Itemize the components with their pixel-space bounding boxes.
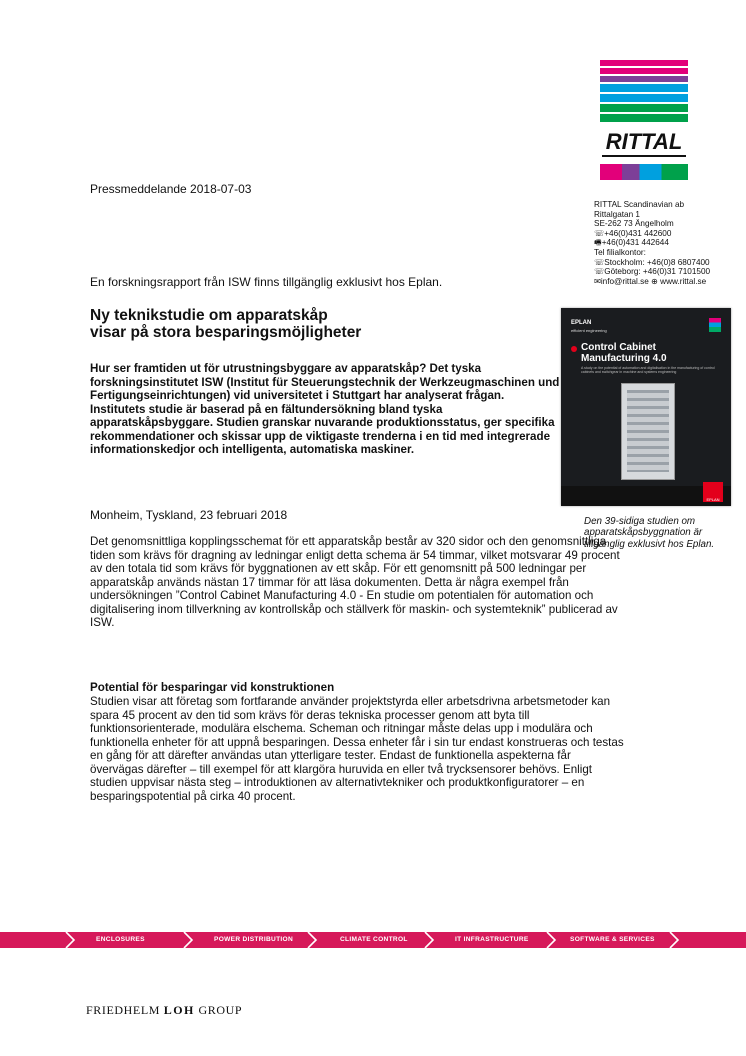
section-subheading: Potential för besparingar vid konstruktionen <box>90 681 335 694</box>
product-nav-bar <box>0 932 746 948</box>
cover-title: Control Cabinet Manufacturing 4.0 <box>581 342 667 364</box>
logo-stripe <box>600 84 688 92</box>
chevron-right-icon <box>182 932 194 948</box>
headline-line-2: visar på stora besparingsmöjligheter <box>90 324 362 341</box>
postal-code: SE-262 73 Ängelholm <box>594 219 674 229</box>
fax: 🖷+46(0)431 442644 <box>594 238 669 248</box>
headline-line-1: Ny teknikstudie om apparatskåp <box>90 307 328 324</box>
group-middle: LOH <box>163 1003 195 1017</box>
nav-item-climate-control[interactable]: CLIMATE CONTROL <box>340 936 408 943</box>
study-cover-image <box>561 308 731 506</box>
logo-wordmark: RITTAL <box>605 129 683 154</box>
nav-item-enclosures[interactable]: ENCLOSURES <box>96 936 145 943</box>
logo-stripe <box>600 104 688 112</box>
logo-stripe <box>600 76 688 82</box>
nav-item-it-infrastructure[interactable]: IT INFRASTRUCTURE <box>455 936 529 943</box>
headline <box>90 307 510 341</box>
press-release-date: Pressmeddelande 2018-07-03 <box>90 182 252 196</box>
image-caption: Den 39-sidiga studien om apparatskåpsbyggnation är tillgänglig exklusivt hos Eplan. <box>584 516 715 550</box>
chevron-right-icon <box>423 932 435 948</box>
group-first: FRIEDHELM <box>86 1003 161 1017</box>
cover-dot-icon <box>571 346 577 352</box>
logo-stripe <box>600 60 688 66</box>
cover-logo-text: EPLAN <box>706 497 720 502</box>
body-paragraph-1: Det genomsnittliga kopplingsschemat för ett apparatskåp består av 320 sidor och den genomsnittliga tiden som krävs för dragning av ledningar enligt detta schema är 54 timmar, vilket motsvarar 49 procent av den totala tid som krävs för byggnationen av ett skåp. För ett genomsnitt på 500 ledningar per apparatskåp används nästan 17 timmar för att läsa dokumenten. Detta är några exempel från undersökningen ”Control Cabinet Manufacturing 4.0 - En studie om potentialen för automation och digitalisering inom tillverkning av kontrollskåp och ställverk för maskin- och systemteknik” publicerad av ISW. <box>90 535 620 629</box>
logo-footer-bars <box>600 164 688 180</box>
logo-stripe <box>600 68 688 74</box>
group-last: GROUP <box>198 1003 243 1017</box>
street: Rittalgatan 1 <box>594 209 640 219</box>
chevron-right-icon <box>668 932 680 948</box>
branch-label: Tel filialkontor: <box>594 247 646 257</box>
chevron-right-icon <box>306 932 318 948</box>
cabinet-illustration <box>621 383 675 480</box>
nav-item-software-services[interactable]: SOFTWARE & SERVICES <box>570 936 655 943</box>
cover-subtitle: A study on the potential of automation and digitalisation in the manufacturing of control cabinets and switchgear in machine and systems engineering <box>581 366 715 374</box>
address-block <box>594 200 744 286</box>
dateline: Monheim, Tyskland, 23 februari 2018 <box>90 508 288 522</box>
phone-stockholm: ☏Stockholm: +46(0)8 6807400 <box>594 257 710 267</box>
cabinet-panel <box>627 390 669 472</box>
intro-line: En forskningsrapport från ISW finns tillgänglig exklusivt hos Eplan. <box>90 275 443 289</box>
lead-paragraph: Hur ser framtiden ut för utrustningsbyggare av apparatskåp? Det tyska forskningsinstitutet ISW (Institut für Steuerungstechnik der Werkzeugmaschinen und Fertigungseinrichtungen) vid universitetet i Stuttgart har analyserat frågan. Institutets studie är baserad på en fältundersökning bland tyska apparatskåpsbyggare. Studien granskar nuvarande produktionsstatus, ger specifika rekommendationer och skissar upp de viktigaste trenderna i en tid med integrerade informationskedjor och intelligenta, automatiska maskiner. <box>90 362 560 456</box>
friedhelm-loh-group-logo <box>86 1003 242 1018</box>
logo-stripe <box>600 94 688 102</box>
chevron-right-icon <box>64 932 76 948</box>
body-paragraph-2: Studien visar att företag som fortfarande använder projektstyrda eller arbetsdrivna arbetsmetoder kan spara 45 procent av den tid som krävs för deras tekniska processer genom att byta till funktionsorienterade, modulära elschema. Scheman och ritningar måste delas upp i modulära och funktionella enheter för att uppnå besparingen. Dessa enheter får i sin tur endast konstrueras och testas en gång för att därefter användas utan ytterligare tester. Endast de funktionella aspekterna får övervägas därefter – till exempel för att klargöra huruvida en eller två trycksensorer behövs. Enligt studien uppvisar nästa steg – introduktionen av alternativtekniker och produktkonfiguratorer – en besparingspotential på cirka 40 procent. <box>90 695 624 803</box>
phone: ☏+46(0)431 442600 <box>594 228 672 238</box>
email-web[interactable]: ✉info@rittal.se ⊕ www.rittal.se <box>594 276 707 286</box>
cover-flag-icon <box>709 318 721 332</box>
logo-stripe <box>600 114 688 122</box>
logo-underline <box>602 155 686 157</box>
nav-item-power-distribution[interactable]: POWER DISTRIBUTION <box>214 936 294 943</box>
phone-goteborg: ☏Göteborg: +46(0)31 7101500 <box>594 267 711 277</box>
company-name: RITTAL Scandinavian ab <box>594 200 685 209</box>
cover-brand: EPLAN <box>571 320 592 326</box>
chevron-right-icon <box>545 932 557 948</box>
cover-brand-sub: efficient engineering <box>571 328 607 333</box>
rittal-logo <box>600 60 688 182</box>
